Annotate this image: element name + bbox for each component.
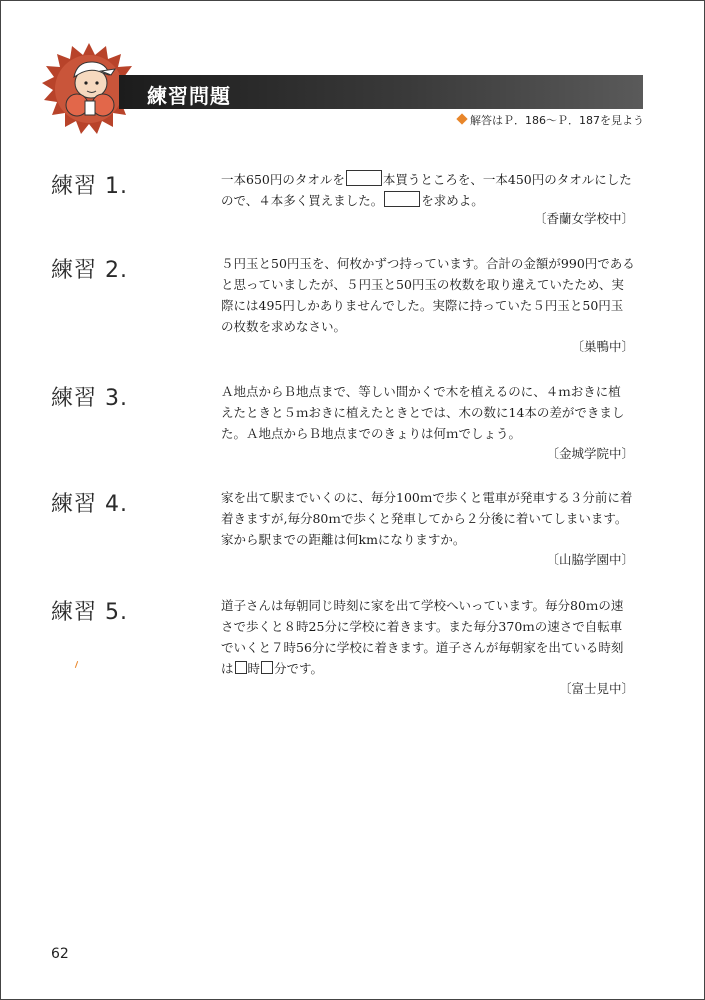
exercise-text: 家を出て駅までいくのに、毎分100ｍで歩くと電車が発車する３分前に着 着きますが,毎分80ｍで歩くと発車してから２分後に着いてしまいます。 家から駅までの距離は何kmになりますか。 bbox=[221, 490, 633, 547]
page-number: 62 bbox=[51, 946, 69, 962]
answer-blank-box bbox=[261, 661, 273, 674]
exercise-text-part: 道子さんは毎朝同じ時刻に家を出て学校へいっています。毎分80ｍの速 さで歩くと８時25分に学校に着きます。また毎分370ｍの速さで自転車 でいくと７時56分に学校に着きます。道子さんが毎朝家を出ている時刻 は bbox=[221, 598, 624, 676]
exercise-label: 練習 2. bbox=[51, 258, 128, 283]
diamond-bullet-icon bbox=[456, 113, 467, 124]
exercise-text-part: 本買うところを、一本450円のタオルにした bbox=[382, 172, 632, 187]
margin-mark bbox=[75, 661, 78, 668]
answer-reference-text: 解答はＰ．186～Ｐ．187を見よう bbox=[470, 114, 644, 127]
exercise-label: 練習 4. bbox=[51, 492, 128, 517]
exercise-text bbox=[221, 595, 641, 679]
exercise-text bbox=[221, 169, 641, 211]
answer-blank-box bbox=[346, 170, 382, 186]
exercise-label: 練習 5. bbox=[51, 600, 128, 625]
answer-blank-box bbox=[384, 191, 420, 207]
exercise-text: Ａ地点からＢ地点まで、等しい間かくで木を植えるのに、４ｍおきに植 えたときと５ｍおきに植えたときとでは、木の数に14本の差ができまし た。Ａ地点からＢ地点までのきょりは何ｍでしょう。 bbox=[221, 384, 625, 441]
exercise-label: 練習 1. bbox=[51, 174, 128, 199]
answer-reference bbox=[458, 112, 644, 128]
page-title: 練習問題 bbox=[147, 84, 231, 108]
answer-blank-box bbox=[235, 661, 247, 674]
exercise-text-part: ので、４本多く買えました。 bbox=[221, 193, 384, 208]
exercise-text-part: 時 bbox=[247, 661, 261, 676]
exercise-text: ５円玉と50円玉を、何枚かずつ持っています。合計の金額が990円である と思っていましたが、５円玉と50円玉の枚数を取り違えていたため、実 際には495円しかありませんでした。実際に持っていた５円玉と50円玉 の枚数を求めなさい。 bbox=[221, 256, 635, 334]
exercise-text-part: 分です。 bbox=[274, 661, 324, 676]
exercise-text-part: を求めよ。 bbox=[421, 193, 484, 208]
exercise-source: 〔巣鴨中〕 bbox=[571, 339, 634, 354]
exercise-source: 〔山脇学園中〕 bbox=[546, 552, 634, 567]
exercise-source: 〔金城学院中〕 bbox=[546, 446, 634, 461]
exercise-source: 〔富士見中〕 bbox=[558, 681, 634, 696]
exercise-source: 〔香蘭女学校中〕 bbox=[533, 211, 634, 226]
exercise-label: 練習 3. bbox=[51, 386, 128, 411]
exercise-text-part: 一本650円のタオルを bbox=[221, 172, 345, 187]
